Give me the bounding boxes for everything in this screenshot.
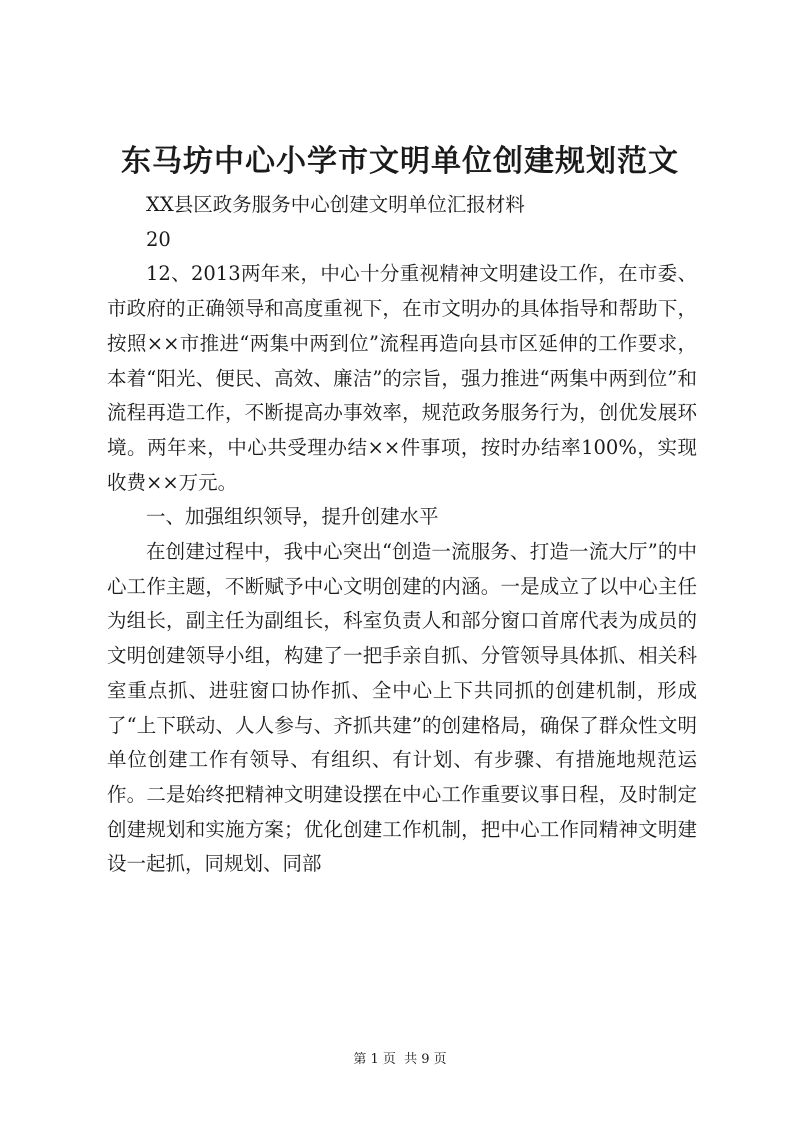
paragraph-intro: 12、2013两年来，中心十分重视精神文明建设工作，在市委、市政府的正确领导和高度重视下，在市文明办的具体指导和帮助下，按照××市推进“两集中两到位”流程再造向县市区延伸的工作要求，本着“阳光、便民、高效、廉洁”的宗旨，强力推进“两集中两到位”和流程再造工作，不断提高办事效率，规范政务服务行为，创优发展环境。两年来，中心共受理办结××件事项，按时办结率100%，实现收费××万元。: [107, 262, 697, 494]
paragraph-year-fragment: 20: [146, 227, 171, 251]
document-body: [107, 188, 697, 882]
paragraph-subtitle: XX县区政务服务中心创建文明单位汇报材料: [146, 193, 525, 216]
section-heading: 一、加强组织领导，提升创建水平: [146, 505, 439, 529]
page-number-label: 第 1 页 共 9 页: [353, 1052, 447, 1067]
document-title: 东马坊中心小学市文明单位创建规划范文: [121, 144, 679, 179]
page-footer: [0, 1050, 800, 1070]
paragraph-section-body: 在创建过程中，我中心突出“创造一流服务、打造一流大厅”的中心工作主题，不断赋予中心文明创建的内涵。一是成立了以中心主任为组长，副主任为副组长，科室负责人和部分窗口首席代表为成员的文明创建领导小组，构建了一把手亲自抓、分管领导具体抓、相关科室重点抓、进驻窗口协作抓、全中心上下共同抓的创建机制，形成了“上下联动、人人参与、齐抓共建”的创建格局，确保了群众性文明单位创建工作有领导、有组织、有计划、有步骤、有措施地规范运作。二是始终把精神文明建设摆在中心工作重要议事日程，及时制定创建规划和实施方案；优化创建工作机制，把中心工作同精神文明建设一起抓，同规划、同部: [107, 540, 697, 876]
